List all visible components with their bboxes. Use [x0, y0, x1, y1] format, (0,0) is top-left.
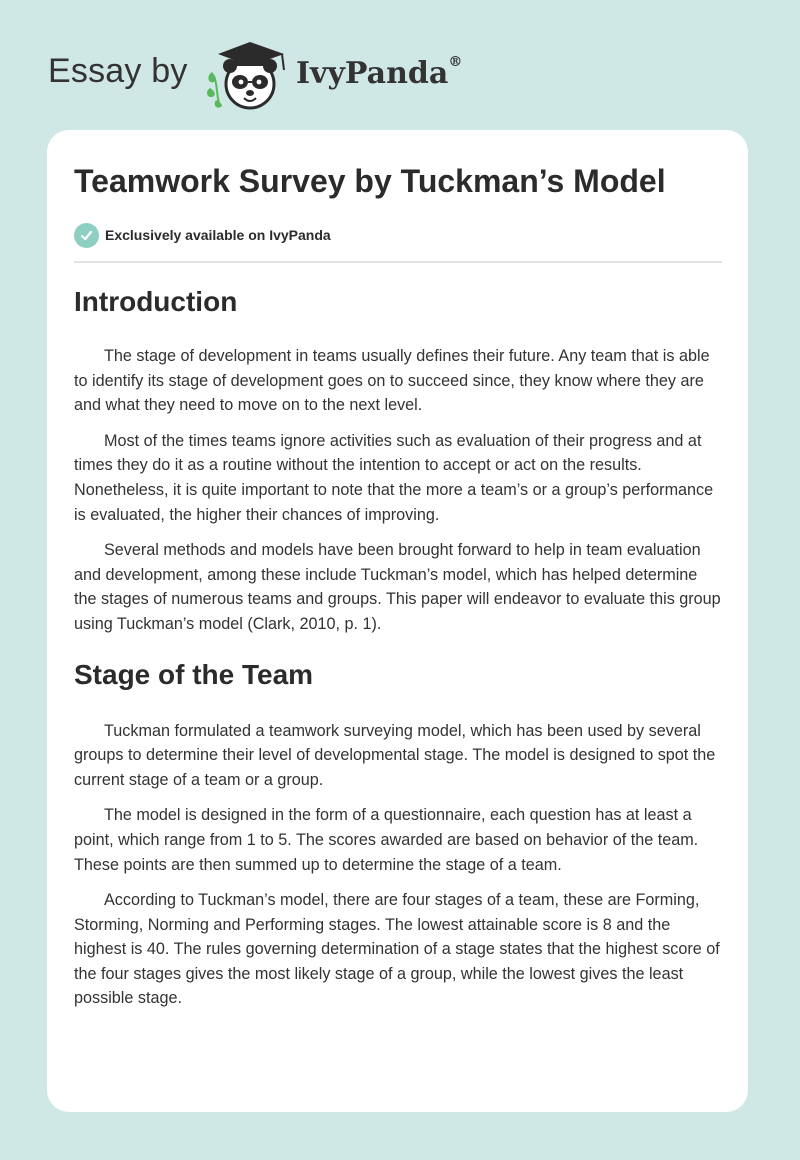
article-card: [47, 130, 748, 1112]
title-divider: [74, 261, 722, 263]
paragraph: Most of the times teams ignore activities such as evaluation of their progress and at times they do it as a routine without the intention to accept or act on the results. Nonetheless, it is quite important to note that the more a team’s or a group’s performance is evaluated, the higher their chances of improving.: [74, 431, 714, 524]
essay-by-label: Essay by: [48, 52, 188, 90]
brand-name: IvyPanda: [296, 56, 449, 91]
article-title: Teamwork Survey by Tuckman’s Model: [74, 163, 666, 199]
paragraph: The stage of development in teams usually defines their future. Any team that is able to identify its stage of development goes on to succeed since, they know where they are and what they need to move on to the next level.: [74, 347, 710, 415]
exclusive-label: Exclusively available on IvyPanda: [105, 227, 331, 243]
section-heading: Introduction: [74, 286, 238, 317]
paragraph: Several methods and models have been brought forward to help in team evaluation and development, among these include Tuckman’s model, which has helped determine the stages of numerous teams and groups. This paper will endeavor to evaluate this group using Tuckman’s model (Clark, 2010, p. 1).: [74, 541, 721, 633]
site-header: [48, 36, 508, 112]
panda-graduate-icon[interactable]: [204, 36, 290, 112]
section-heading: Stage of the Team: [74, 658, 314, 690]
section-introduction: [74, 280, 722, 637]
exclusive-badge: [74, 222, 331, 248]
paragraph: Tuckman formulated a teamwork surveying model, which has been used by several groups to determine their level of developmental stage. The model is designed to spot the current stage of a team or a group.: [74, 721, 716, 789]
check-circle-icon: [74, 223, 99, 248]
section-stage-of-the-team: [74, 653, 722, 1012]
checkmark-icon: [80, 229, 93, 242]
registered-mark: ®: [448, 54, 463, 70]
article-body: [74, 280, 722, 1011]
paragraph: According to Tuckman’s model, there are four stages of a team, these are Forming, Storming, Norming and Performing stages. The lowest attainable score is 8 and the highest is 40. The rules governing determination of a stage states that the highest score of the four stages gives the most likely stage of a group, while the lowest gives the least possible stage.: [74, 891, 720, 1008]
brand-logo-text[interactable]: [296, 56, 462, 91]
paragraph: The model is designed in the form of a questionnaire, each question has at least a point, which range from 1 to 5. The scores awarded are based on behavior of the team. These points are then summed up to determine the stage of a team.: [74, 806, 699, 874]
